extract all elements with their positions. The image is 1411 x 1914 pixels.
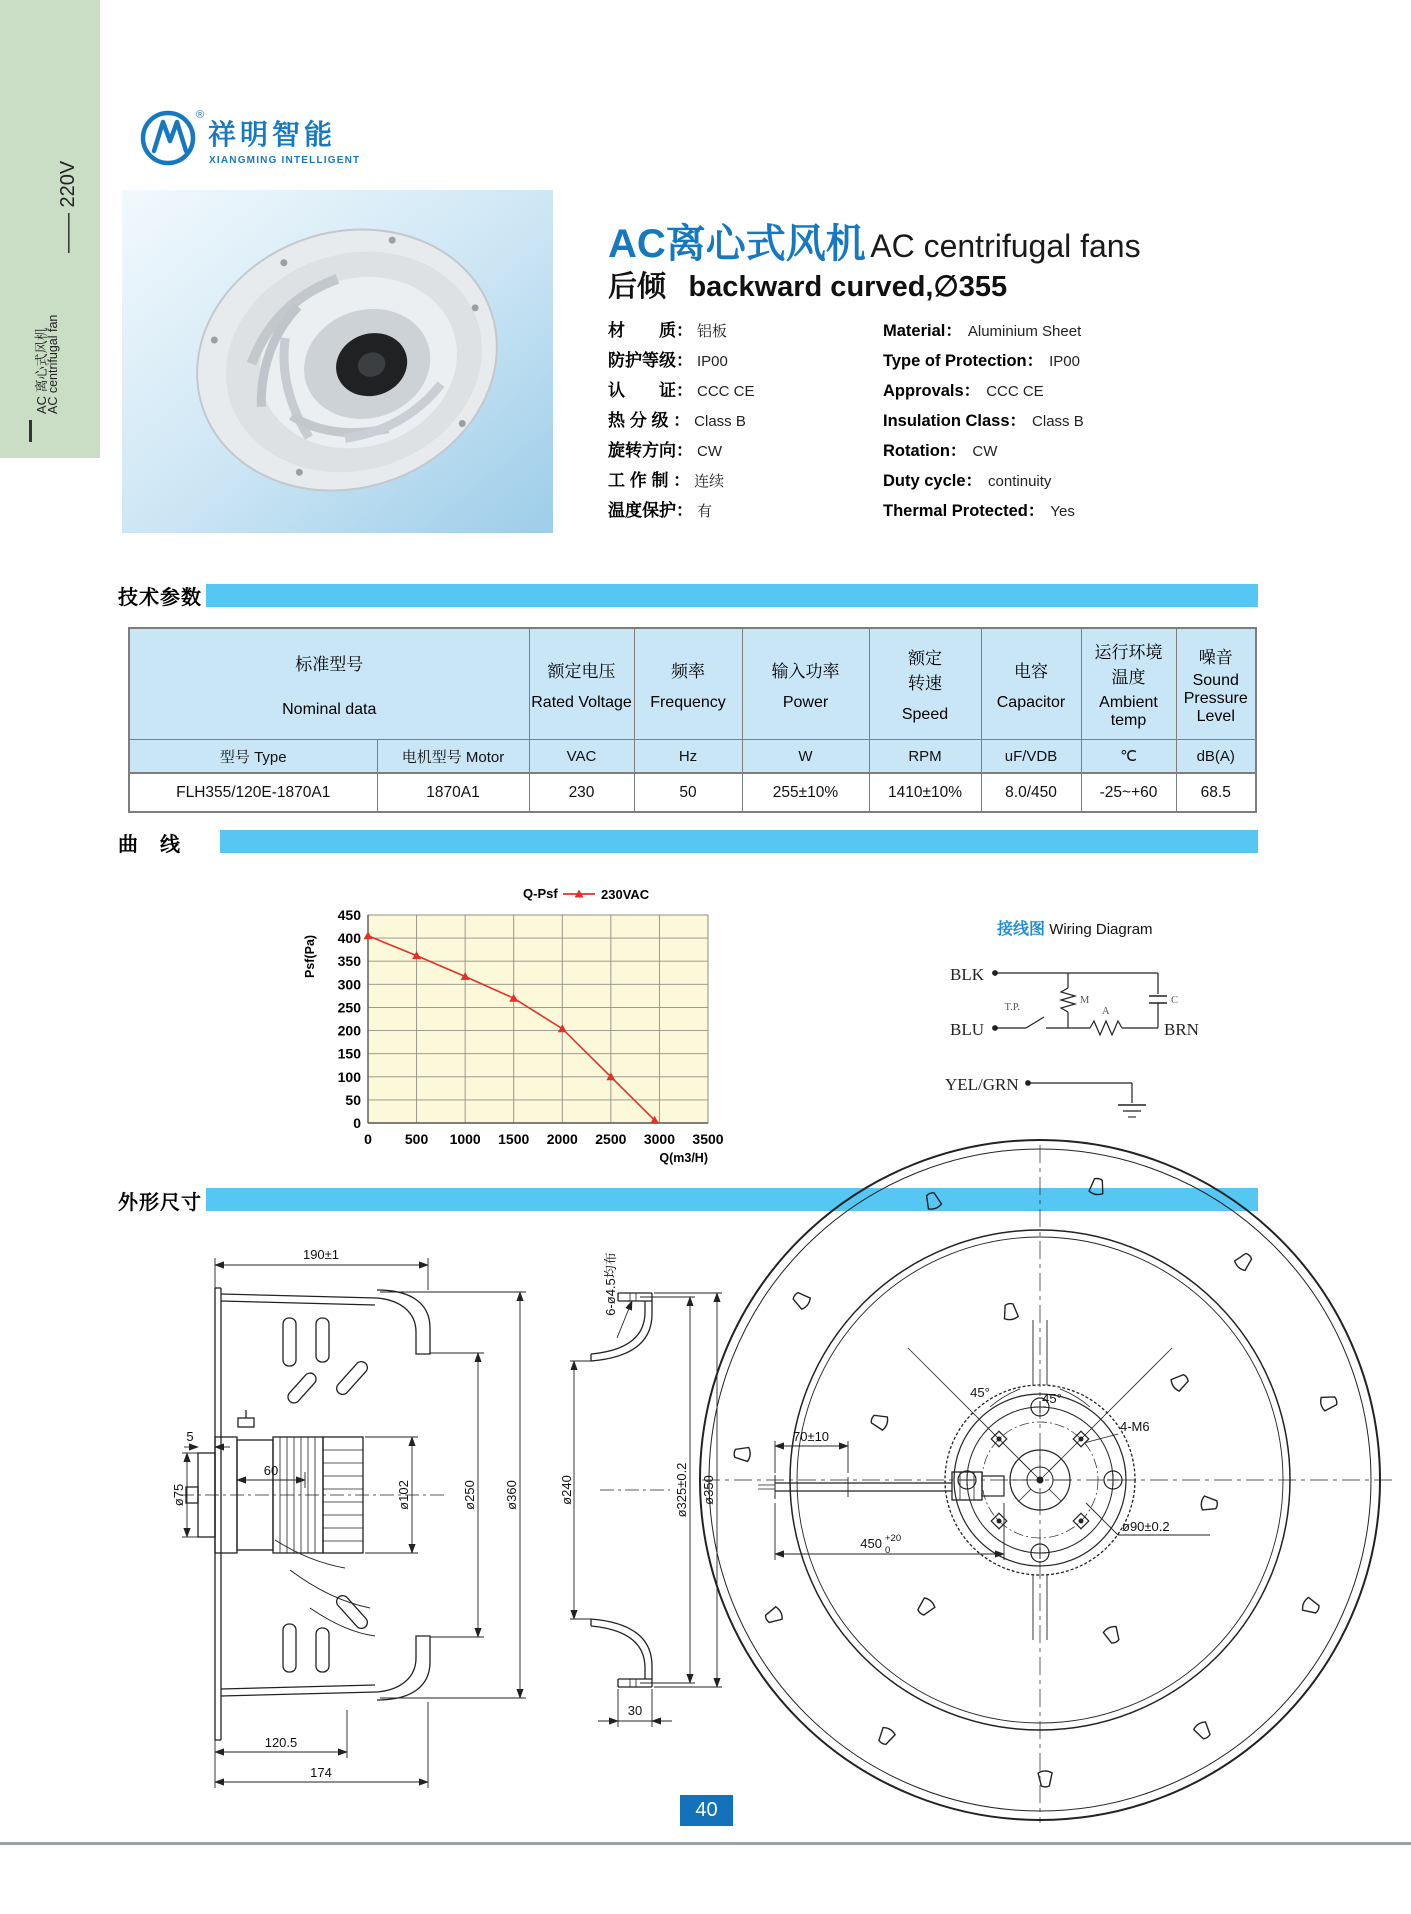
title-cn: AC离心式风机 xyxy=(608,222,866,266)
side-view-drawing xyxy=(140,1240,550,1800)
cell-noise: 68.5 xyxy=(1176,773,1256,812)
dim-label: ø360 xyxy=(504,1480,519,1510)
col-label-en: Nominal data xyxy=(282,700,377,718)
col-noise xyxy=(1176,628,1256,740)
section-bar xyxy=(206,584,1258,607)
spec-en-value: Class B xyxy=(1032,413,1084,430)
cell-power: 255±10% xyxy=(742,773,869,812)
spec-cn-label: 热 分 级 ： xyxy=(608,411,691,430)
performance-chart xyxy=(280,862,740,1174)
spec-cn-label: 温度保护： xyxy=(608,501,693,520)
svg-text:3000: 3000 xyxy=(643,1131,676,1147)
dim-label: 60 xyxy=(263,1463,279,1478)
svg-text:100: 100 xyxy=(337,1068,361,1085)
svg-text:200: 200 xyxy=(337,1022,361,1039)
sidebar-category-en: AC centrifugal fan xyxy=(46,314,60,414)
subheader-cell: 电机型号 Motor xyxy=(377,740,529,774)
dim-label: 70±10 xyxy=(792,1429,830,1444)
col-power xyxy=(742,628,869,740)
wire-label-blu: BLU xyxy=(950,1020,984,1039)
spec-en-label: Material： xyxy=(883,322,962,340)
svg-text:1000: 1000 xyxy=(449,1131,481,1147)
spec-cn-label: 材 质： xyxy=(608,321,693,340)
svg-text:2500: 2500 xyxy=(595,1131,627,1147)
dim-label: 45° xyxy=(1042,1391,1062,1406)
dim-label: ø350 xyxy=(701,1475,716,1505)
section-title-curve: 曲 线 xyxy=(118,834,181,856)
section-title-dimensions: 外形尺寸 xyxy=(118,1192,202,1214)
company-logo xyxy=(140,106,380,170)
svg-text:400: 400 xyxy=(337,930,361,947)
spec-en-label: Thermal Protected： xyxy=(883,502,1045,520)
col-ambient xyxy=(1081,628,1176,740)
spec-cn-label: 认 证： xyxy=(608,381,693,400)
page-subtitle xyxy=(608,264,1007,305)
spec-en-label: Rotation： xyxy=(883,442,967,460)
svg-text:3500: 3500 xyxy=(692,1131,724,1147)
spec-cn-value: Class B xyxy=(694,413,746,430)
col-label-en: Sound Pressure Level xyxy=(1183,671,1248,725)
table-row xyxy=(129,773,1256,812)
svg-text:250: 250 xyxy=(337,999,361,1016)
dim-label: ø325±0.2 xyxy=(674,1462,689,1518)
svg-text:500: 500 xyxy=(404,1131,429,1147)
footer-rule xyxy=(0,1842,1411,1845)
sidebar-voltage-tag: —— 220V xyxy=(57,160,79,253)
svg-text:0: 0 xyxy=(364,1131,372,1147)
inlet-ring-geometry xyxy=(591,1293,670,1687)
col-speed xyxy=(869,628,981,740)
cell-ambient: -25~+60 xyxy=(1081,773,1176,812)
side-view-geometry xyxy=(180,1288,445,1740)
col-label-en: Frequency xyxy=(650,693,726,711)
col-label-cn: 额定电压 xyxy=(547,661,616,681)
subtitle-en: backward curved,∅355 xyxy=(688,271,1008,303)
spec-en-label: Approvals： xyxy=(883,382,981,400)
dim-label: 4-M6 xyxy=(1120,1419,1150,1434)
svg-text:2000: 2000 xyxy=(546,1131,578,1147)
title-en: AC centrifugal fans xyxy=(870,228,1141,264)
col-label-cn: 频率 xyxy=(671,661,705,681)
svg-text:450: 450 xyxy=(337,907,361,923)
sidebar-category-cn: AC 离心式风机 xyxy=(34,327,49,414)
subheader-cell: dB(A) xyxy=(1176,740,1256,774)
wiring-title-en: Wiring Diagram xyxy=(1049,921,1153,938)
dim-label: ø90±0.2 xyxy=(1122,1519,1170,1534)
col-label-en: Capacitor xyxy=(996,693,1066,711)
y-axis-label: Psf(Pa) xyxy=(303,934,317,978)
spec-row-rotation xyxy=(608,436,1328,466)
cell-frequency: 50 xyxy=(634,773,742,812)
section-bar xyxy=(220,830,1258,853)
col-label-cn: 标准型号 xyxy=(295,654,364,674)
spec-row-insulation xyxy=(608,406,1328,436)
svg-text:350: 350 xyxy=(337,953,361,970)
subtitle-cn: 后倾 xyxy=(608,271,667,303)
subheader-cell: VAC xyxy=(529,740,634,774)
wiring-diagram xyxy=(940,950,1230,1140)
logo-text-cn: 祥明智能 xyxy=(208,119,337,150)
spec-row-material xyxy=(608,316,1328,346)
spec-row-thermal xyxy=(608,496,1328,526)
col-label-cn: 噪音 xyxy=(1198,647,1233,667)
subheader-cell: ℃ xyxy=(1081,740,1176,774)
spec-row-approvals xyxy=(608,376,1328,406)
wire-label-yelgrn: YEL/GRN xyxy=(945,1075,1019,1094)
svg-text:50: 50 xyxy=(345,1091,361,1108)
svg-text:1500: 1500 xyxy=(498,1131,530,1147)
aux-label: A xyxy=(1102,1006,1110,1017)
spec-list xyxy=(608,316,1328,526)
col-frequency xyxy=(634,628,742,740)
page-number-badge: 40 xyxy=(680,1795,733,1826)
dim-label: ø75 xyxy=(171,1483,186,1507)
col-voltage xyxy=(529,628,634,740)
cell-speed: 1410±10% xyxy=(869,773,981,812)
dim-tolerance-upper: +20 xyxy=(885,1533,902,1544)
front-view-dimension-lines xyxy=(775,1434,1210,1560)
disc-cutouts xyxy=(734,1177,1339,1787)
col-label-cn: 运行环境温度 xyxy=(1094,643,1163,687)
spec-cn-value: CW xyxy=(697,443,722,460)
spec-en-value: continuity xyxy=(988,473,1052,490)
wiring-title-cn: 接线图 xyxy=(997,921,1046,938)
spec-en-value: CW xyxy=(972,443,998,460)
front-view-geometry xyxy=(700,1140,1393,1823)
table-header-row xyxy=(129,628,1256,740)
col-label-en: Ambient temp xyxy=(1099,694,1158,729)
cell-capacitor: 8.0/450 xyxy=(981,773,1081,812)
col-capacitor xyxy=(981,628,1081,740)
col-label-cn: 电容 xyxy=(1014,661,1048,681)
spec-en-value: Aluminium Sheet xyxy=(967,323,1082,340)
wire-label-brn: BRN xyxy=(1164,1020,1199,1039)
dim-label: 30 xyxy=(627,1703,643,1718)
product-photo xyxy=(122,190,553,533)
page-title xyxy=(608,212,1141,269)
dim-label: 190±1 xyxy=(302,1247,340,1262)
wiring-circuit xyxy=(993,971,1167,1117)
dim-label: 45° xyxy=(970,1385,990,1400)
dim-tolerance-lower: 0 xyxy=(885,1545,891,1556)
spec-row-duty xyxy=(608,466,1328,496)
dim-label: 5 xyxy=(186,1429,194,1444)
dim-label: ø250 xyxy=(462,1480,477,1510)
spec-cn-label: 防护等级： xyxy=(608,351,693,370)
dim-label: ø240 xyxy=(559,1475,574,1505)
cell-type: FLH355/120E-1870A1 xyxy=(129,773,377,812)
legend-series-label: 230VAC xyxy=(601,887,650,902)
spec-en-label: Type of Protection： xyxy=(883,352,1044,370)
chart-title: Q-Psf xyxy=(523,886,558,901)
subheader-cell: Hz xyxy=(634,740,742,774)
spec-en-value: Yes xyxy=(1050,503,1075,520)
dim-label: 450 xyxy=(860,1536,882,1551)
spec-cn-value: CCC CE xyxy=(697,383,755,400)
spec-cn-label: 旋转方向： xyxy=(608,441,693,460)
sidebar-divider xyxy=(29,420,32,442)
col-label-en: Rated Voltage xyxy=(531,693,632,711)
motor-label: M xyxy=(1080,995,1090,1006)
tech-params-table xyxy=(128,627,1257,813)
dim-label: 174 xyxy=(310,1765,332,1780)
side-view-dimension-lines xyxy=(182,1258,526,1788)
spec-row-protection xyxy=(608,346,1328,376)
svg-text:150: 150 xyxy=(337,1045,361,1062)
subheader-cell: uF/VDB xyxy=(981,740,1081,774)
wiring-diagram-title xyxy=(997,916,1153,939)
spec-cn-value: 连续 xyxy=(694,473,725,490)
svg-text:300: 300 xyxy=(337,976,361,993)
table-subheader-row xyxy=(129,740,1256,774)
logo-m-icon xyxy=(154,122,186,151)
col-label-cn: 额定转速 xyxy=(908,649,942,693)
spec-cn-value: 铝板 xyxy=(697,323,728,340)
wire-label-blk: BLK xyxy=(950,965,984,984)
spec-cn-value: IP00 xyxy=(697,353,728,370)
registered-mark: ® xyxy=(196,109,205,121)
dim-label: ø102 xyxy=(396,1480,411,1510)
svg-text:0: 0 xyxy=(353,1115,361,1131)
front-view-drawing xyxy=(690,1135,1405,1835)
section-title-tech-params: 技术参数 xyxy=(118,587,202,609)
spec-en-label: Insulation Class： xyxy=(883,412,1027,430)
subheader-cell: RPM xyxy=(869,740,981,774)
col-label-en: Power xyxy=(782,693,829,711)
subheader-cell: 型号 Type xyxy=(129,740,377,774)
col-label-en: Speed xyxy=(901,706,949,723)
subheader-cell: W xyxy=(742,740,869,774)
spec-cn-value: 有 xyxy=(697,503,713,520)
spec-en-value: CCC CE xyxy=(986,383,1044,400)
spec-cn-label: 工 作 制 ： xyxy=(608,471,691,490)
col-nominal xyxy=(129,628,529,740)
dim-label: 6-ø4.5均布 xyxy=(603,1252,618,1316)
dim-label: 120.5 xyxy=(264,1735,298,1750)
cell-voltage: 230 xyxy=(529,773,634,812)
spec-en-value: IP00 xyxy=(1049,353,1080,370)
cell-motor: 1870A1 xyxy=(377,773,529,812)
capacitor-label: C xyxy=(1171,995,1179,1006)
spec-en-label: Duty cycle： xyxy=(883,472,983,490)
logo-text-en: XIANGMING INTELLIGENT xyxy=(209,155,361,166)
chart-plot-area xyxy=(338,907,724,1147)
col-label-cn: 输入功率 xyxy=(771,661,840,681)
thermal-protector-label: T.P. xyxy=(1004,1002,1020,1013)
x-axis-label: Q(m3/H) xyxy=(659,1151,708,1165)
